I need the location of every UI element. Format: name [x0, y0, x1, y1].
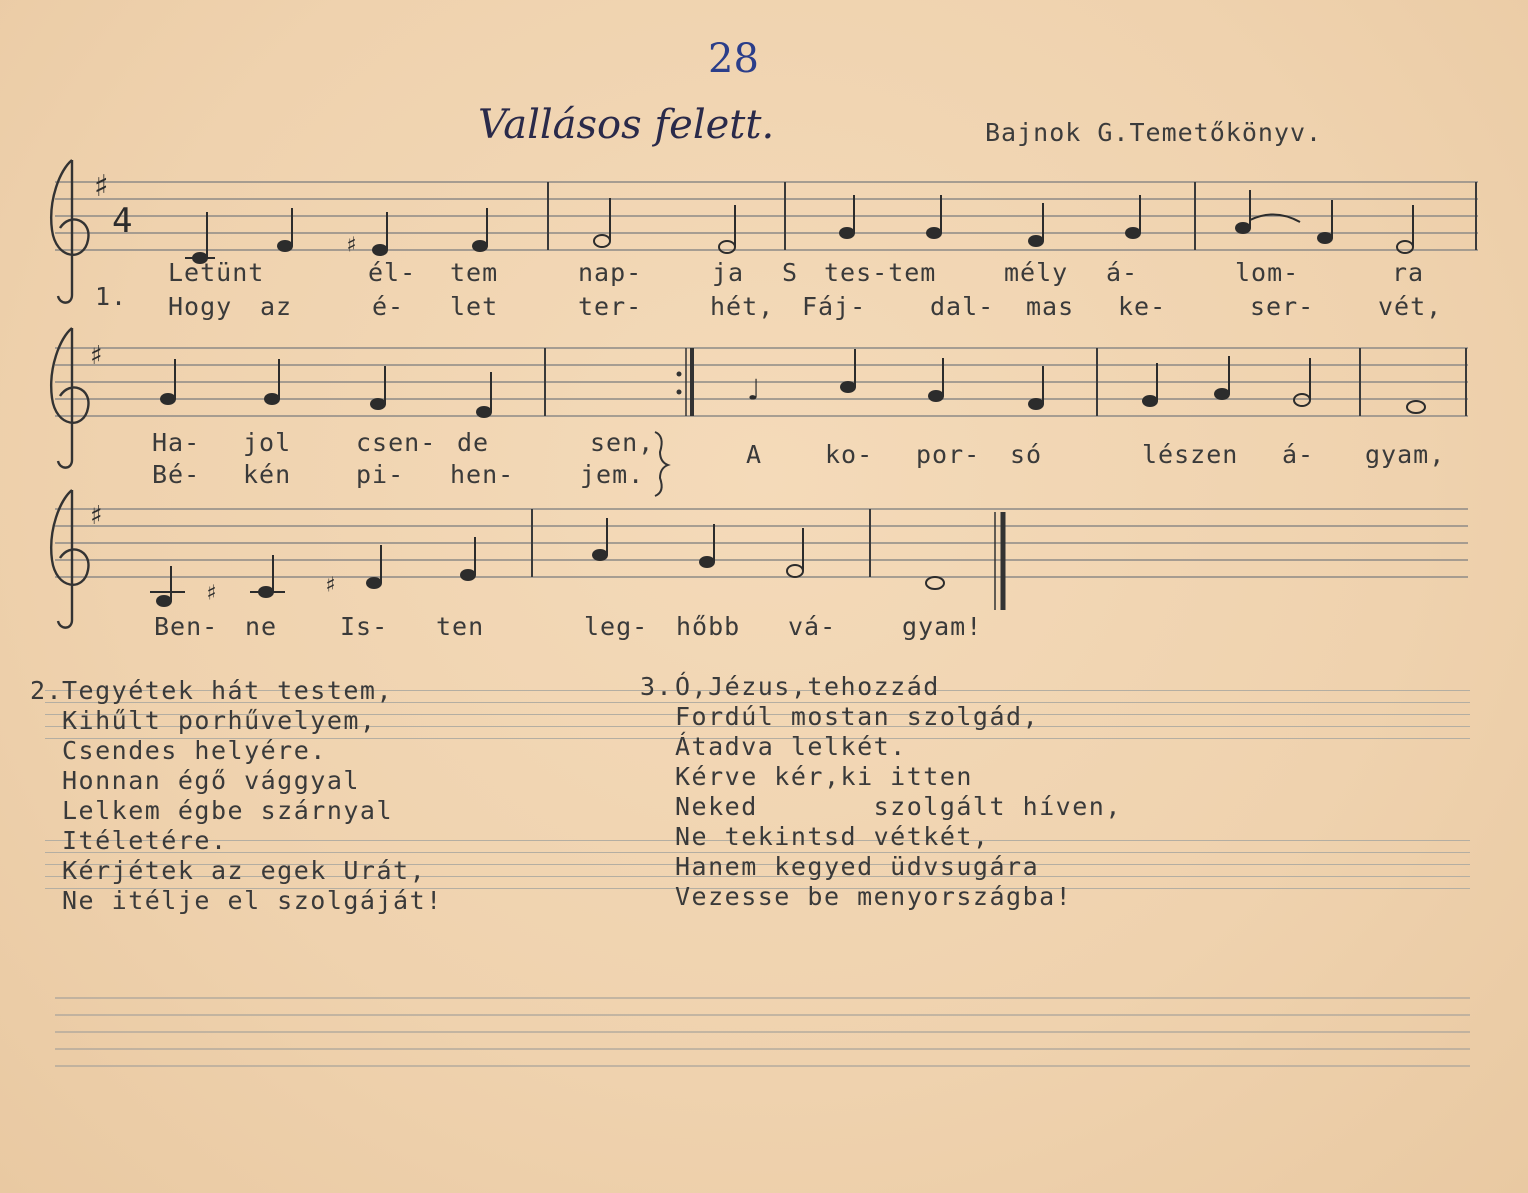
verse-line: Ne itélje el szolgáját! [62, 886, 443, 915]
lyric-syllable: vét, [1378, 292, 1443, 321]
lyric-syllable: ne [245, 612, 278, 641]
lyric-syllable: hőbb [676, 612, 741, 641]
lyric-syllable: tes-tem [824, 258, 937, 287]
lyric-syllable: mas [1026, 292, 1075, 321]
lyric-syllable: sen, [590, 428, 655, 457]
lyric-syllable: kén [243, 460, 292, 489]
lyric-syllable: é- [372, 292, 405, 321]
lyric-syllable: S [782, 258, 799, 287]
lyric-syllable: Fáj- [802, 292, 867, 321]
lyric-syllable: pi- [356, 460, 405, 489]
lyric-syllable: hen- [450, 460, 515, 489]
lyric-syllable: csen- [356, 428, 437, 457]
svg-text:♯: ♯ [205, 581, 219, 606]
lyric-syllable: de [457, 428, 490, 457]
lyric-syllable: Ha- [152, 428, 201, 457]
lyric-syllable: let [450, 292, 499, 321]
verse-line: Csendes helyére. [62, 736, 327, 765]
verse-line: Vezesse be menyországba! [675, 882, 1073, 911]
verse-2-number: 2. [30, 676, 64, 705]
lyric-syllable: az [260, 292, 293, 321]
lyric-syllable: nap- [578, 258, 643, 287]
lyric-syllable: só [1010, 440, 1043, 469]
lyric-syllable: mély [1004, 258, 1069, 287]
svg-text:♯: ♯ [324, 573, 338, 598]
verse-3-number: 3. [640, 672, 674, 701]
verse-line: Hanem kegyed üdvsugára [675, 852, 1040, 881]
lyric-syllable: hét, [710, 292, 775, 321]
lyric-syllable: ja [712, 258, 745, 287]
lyric-syllable: ten [436, 612, 485, 641]
lyric-syllable: ko- [825, 440, 874, 469]
lyric-syllable: ke- [1118, 292, 1167, 321]
verse-number-1: 1. [95, 282, 128, 311]
lyric-syllable: vá- [788, 612, 837, 641]
lyric-syllable: él- [368, 258, 417, 287]
verse-line: Kihűlt porhűvelyem, [62, 706, 377, 735]
page-number: 28 [708, 36, 759, 82]
lyric-syllable: gyam! [902, 612, 983, 641]
lyric-syllable: gyam, [1365, 440, 1446, 469]
lyric-syllable: Is- [340, 612, 389, 641]
verse-line: Kérjétek az egek Urát, [62, 856, 427, 885]
lyric-syllable: ter- [578, 292, 643, 321]
svg-text:♩: ♩ [744, 373, 763, 408]
lyric-syllable: lészen [1142, 440, 1239, 469]
verse-line: Ne tekintsd vétkét, [675, 822, 990, 851]
handwritten-title: Vallásos felett. [478, 102, 775, 148]
lyric-syllable: A [746, 440, 763, 469]
sharp-icon: ♯ [94, 169, 109, 204]
verse-line: Itéletére. [62, 826, 228, 855]
lyric-syllable: lom- [1235, 258, 1300, 287]
lyric-syllable: por- [916, 440, 981, 469]
verse-line: Ó,Jézus,tehozzád [675, 672, 940, 701]
lyric-syllable: Hogy [168, 292, 233, 321]
lyric-syllable: dal- [930, 292, 995, 321]
verse-line: Tegyétek hát testem, [62, 676, 394, 705]
lyric-syllable: ra [1392, 258, 1425, 287]
lyric-syllable: á- [1282, 440, 1315, 469]
lyric-syllable: tem [450, 258, 499, 287]
source-citation: Bajnok G.Temetőkönyv. [985, 118, 1323, 147]
sharp-icon: ♯ [90, 341, 103, 371]
verse-line: Honnan égő vággyal [62, 766, 360, 795]
lyric-syllable: leg- [584, 612, 649, 641]
sharp-icon: ♯ [90, 501, 103, 531]
lyric-syllable: jol [243, 428, 292, 457]
verse-line: Lelkem égbe szárnyal [62, 796, 394, 825]
lyric-syllable: á- [1106, 258, 1139, 287]
lyric-syllable: Letünt [168, 258, 265, 287]
verse-line: Átadva lelkét. [675, 732, 907, 761]
verse-line: Kérve kér,ki itten [675, 762, 973, 791]
verse-line: Fordúl mostan szolgád, [675, 702, 1040, 731]
verse-line: Neked szolgált híven, [675, 792, 1122, 821]
time-signature: 4 [112, 201, 133, 241]
lyric-syllable: ser- [1250, 292, 1315, 321]
svg-text:♯: ♯ [345, 233, 359, 258]
lyric-syllable: Bé- [152, 460, 201, 489]
lyric-syllable: Ben- [154, 612, 219, 641]
lyric-syllable: jem. [580, 460, 645, 489]
